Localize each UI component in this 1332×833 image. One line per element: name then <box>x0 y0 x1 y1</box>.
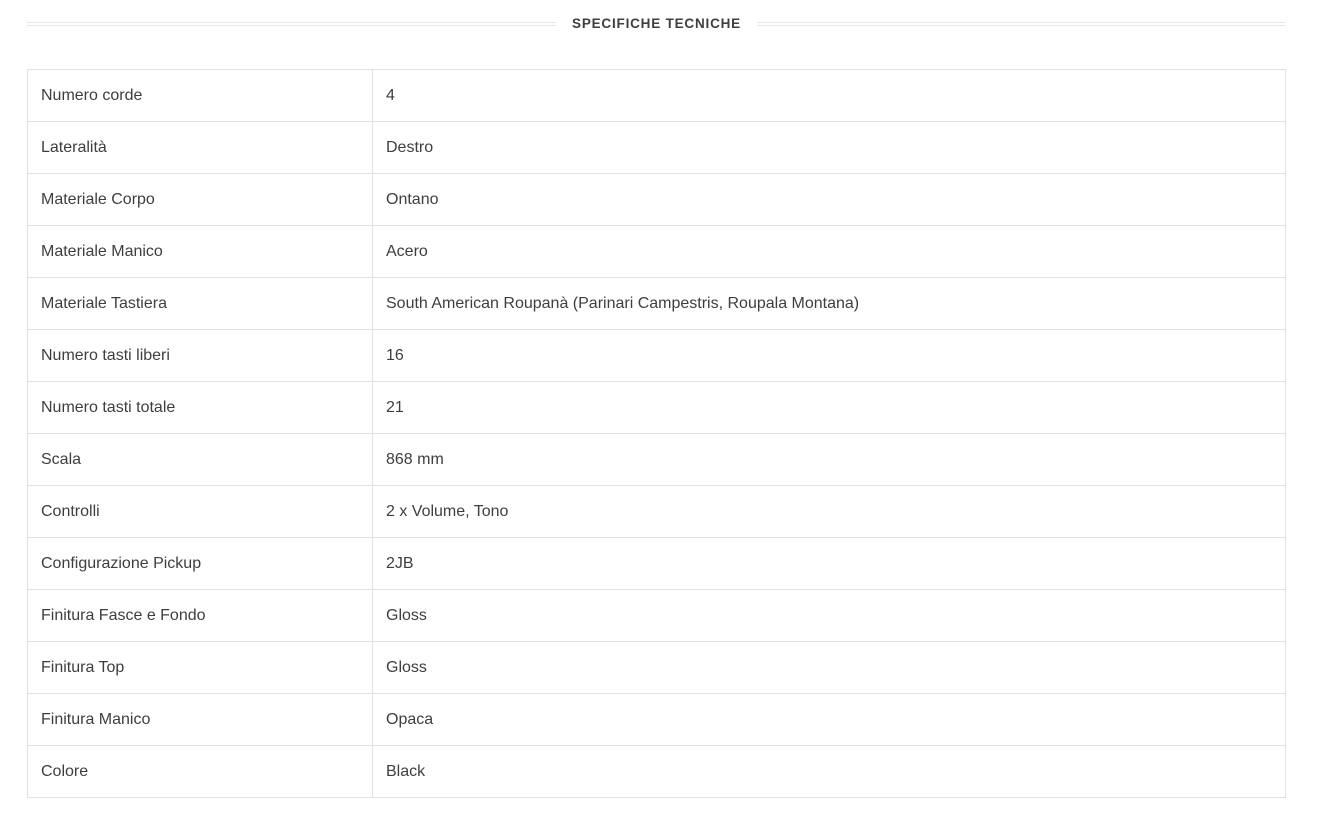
table-row <box>28 746 1286 798</box>
spec-label: Colore <box>28 746 373 798</box>
table-row <box>28 330 1286 382</box>
table-row <box>28 434 1286 486</box>
spec-value: Gloss <box>373 642 1286 694</box>
spec-label: Finitura Manico <box>28 694 373 746</box>
section-header <box>27 16 1286 31</box>
table-row <box>28 278 1286 330</box>
table-row <box>28 694 1286 746</box>
table-row <box>28 174 1286 226</box>
table-row <box>28 642 1286 694</box>
spec-value: Acero <box>373 226 1286 278</box>
spec-value: Black <box>373 746 1286 798</box>
spec-label: Finitura Fasce e Fondo <box>28 590 373 642</box>
spec-label: Materiale Tastiera <box>28 278 373 330</box>
header-rule-left <box>27 22 556 26</box>
table-row <box>28 122 1286 174</box>
spec-value: South American Roupanà (Parinari Campestris, Roupala Montana) <box>373 278 1286 330</box>
spec-label: Finitura Top <box>28 642 373 694</box>
specs-table-body <box>28 70 1286 798</box>
spec-value: Opaca <box>373 694 1286 746</box>
spec-label: Numero tasti totale <box>28 382 373 434</box>
table-row <box>28 70 1286 122</box>
spec-label: Configurazione Pickup <box>28 538 373 590</box>
spec-label: Materiale Manico <box>28 226 373 278</box>
table-row <box>28 538 1286 590</box>
specs-table <box>27 69 1286 798</box>
spec-label: Scala <box>28 434 373 486</box>
table-row <box>28 226 1286 278</box>
spec-value: Destro <box>373 122 1286 174</box>
table-row <box>28 486 1286 538</box>
spec-value: 4 <box>373 70 1286 122</box>
spec-label: Lateralità <box>28 122 373 174</box>
spec-value: 2 x Volume, Tono <box>373 486 1286 538</box>
section-title: SPECIFICHE TECNICHE <box>572 16 741 31</box>
spec-value: 16 <box>373 330 1286 382</box>
spec-value: 868 mm <box>373 434 1286 486</box>
spec-value: 2JB <box>373 538 1286 590</box>
spec-label: Materiale Corpo <box>28 174 373 226</box>
spec-value: Gloss <box>373 590 1286 642</box>
table-row <box>28 382 1286 434</box>
spec-label: Controlli <box>28 486 373 538</box>
spec-label: Numero tasti liberi <box>28 330 373 382</box>
table-row <box>28 590 1286 642</box>
spec-value: Ontano <box>373 174 1286 226</box>
spec-label: Numero corde <box>28 70 373 122</box>
spec-value: 21 <box>373 382 1286 434</box>
header-rule-right <box>757 22 1286 26</box>
specs-section <box>27 0 1286 833</box>
